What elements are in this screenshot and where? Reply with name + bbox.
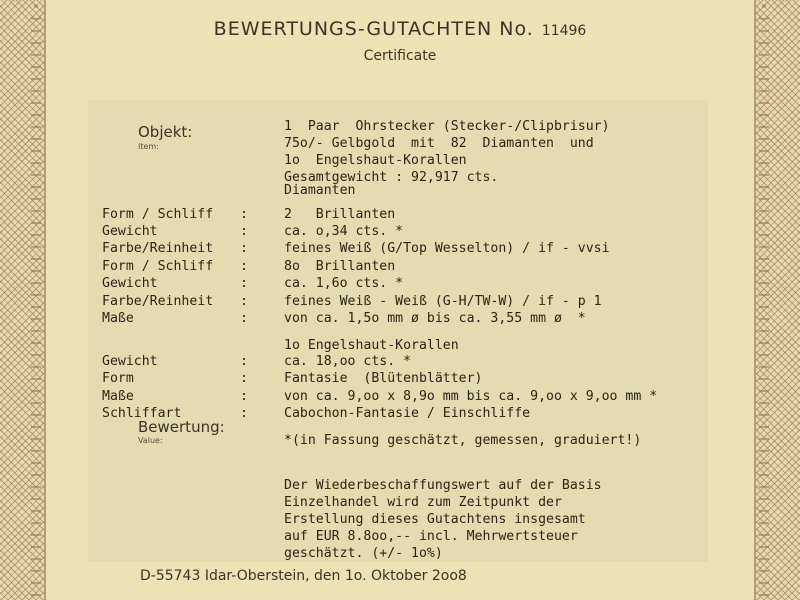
spec-key: Maße: [102, 389, 134, 404]
valuation-line: geschätzt. (+/- 1o%): [284, 546, 443, 561]
spec-key: Gewicht: [102, 276, 158, 291]
spec-value: feines Weiß (G/Top Wesselton) / if - vvsi: [284, 241, 610, 256]
certificate-subtitle: Certificate: [363, 48, 437, 64]
object-line: 1 Paar Ohrstecker (Stecker-/Clipbrisur): [284, 119, 610, 134]
spec-separator: :: [240, 389, 248, 404]
object-label-en: Item:: [138, 142, 159, 151]
guilloche-border-left: [0, 0, 46, 600]
spec-value: von ca. 9,oo x 8,9o mm bis ca. 9,oo x 9,oo mm *: [284, 389, 658, 404]
spec-separator: :: [240, 406, 248, 421]
valuation-line: Erstellung dieses Gutachtens insgesamt: [284, 512, 586, 527]
spec-separator: :: [240, 311, 248, 326]
valuation-label-en: Value:: [138, 436, 163, 445]
spec-separator: :: [240, 371, 248, 386]
spec-value: ca. o,34 cts. *: [284, 224, 404, 239]
spec-value: von ca. 1,5o mm ø bis ca. 3,55 mm ø *: [284, 311, 586, 326]
valuation-label: Bewertung:: [138, 418, 225, 436]
spec-key: Gewicht: [102, 224, 158, 239]
diamonds-heading: Diamanten: [284, 183, 356, 198]
valuation-line: Der Wiederbeschaffungswert auf der Basis: [284, 478, 602, 493]
object-line: 75o/- Gelbgold mit 82 Diamanten und: [284, 136, 594, 151]
spec-key: Farbe/Reinheit: [102, 241, 214, 256]
valuation-line: auf EUR 8.8oo,-- incl. Mehrwertsteuer: [284, 529, 578, 544]
spec-key: Farbe/Reinheit: [102, 294, 214, 309]
object-line: Gesamtgewicht : 92,917 cts.: [284, 170, 499, 185]
spec-value: 8o Brillanten: [284, 259, 396, 274]
spec-value: 2 Brillanten: [284, 207, 396, 222]
spec-key: Form / Schliff: [102, 207, 214, 222]
object-label: Objekt:: [138, 123, 193, 141]
valuation-line: Einzelhandel wird zum Zeitpunkt der: [284, 495, 562, 510]
spec-value: ca. 1,6o cts. *: [284, 276, 404, 291]
spec-separator: :: [240, 241, 248, 256]
spec-value: Cabochon-Fantasie / Einschliffe: [284, 406, 531, 421]
spec-key: Form: [102, 371, 134, 386]
spec-separator: :: [240, 276, 248, 291]
spec-separator: :: [240, 259, 248, 274]
valuation-text: [284, 460, 602, 579]
spec-separator: :: [240, 294, 248, 309]
spec-separator: :: [240, 207, 248, 222]
guilloche-border-right: [754, 0, 800, 600]
title-text: BEWERTUNGS-GUTACHTEN No.: [213, 18, 534, 40]
spec-key: Gewicht: [102, 354, 158, 369]
valuation-note: *(in Fassung geschätzt, gemessen, graduiert!): [284, 433, 642, 448]
spec-separator: :: [240, 224, 248, 239]
object-line: 1o Engelshaut-Korallen: [284, 153, 467, 168]
spec-key: Schliffart: [102, 406, 182, 421]
spec-value: feines Weiß - Weiß (G-H/TW-W) / if - p 1: [284, 294, 602, 309]
corals-heading: 1o Engelshaut-Korallen: [284, 338, 459, 353]
spec-value: Fantasie (Blütenblätter): [284, 371, 483, 386]
spec-key: Form / Schliff: [102, 259, 214, 274]
spec-key: Maße: [102, 311, 134, 326]
certificate-number: 11496: [541, 23, 587, 39]
spec-separator: :: [240, 354, 248, 369]
spec-value: ca. 18,oo cts. *: [284, 354, 412, 369]
footer-place-date: D-55743 Idar-Oberstein, den 1o. Oktober 2oo8: [140, 568, 467, 584]
certificate-title: [0, 18, 800, 40]
